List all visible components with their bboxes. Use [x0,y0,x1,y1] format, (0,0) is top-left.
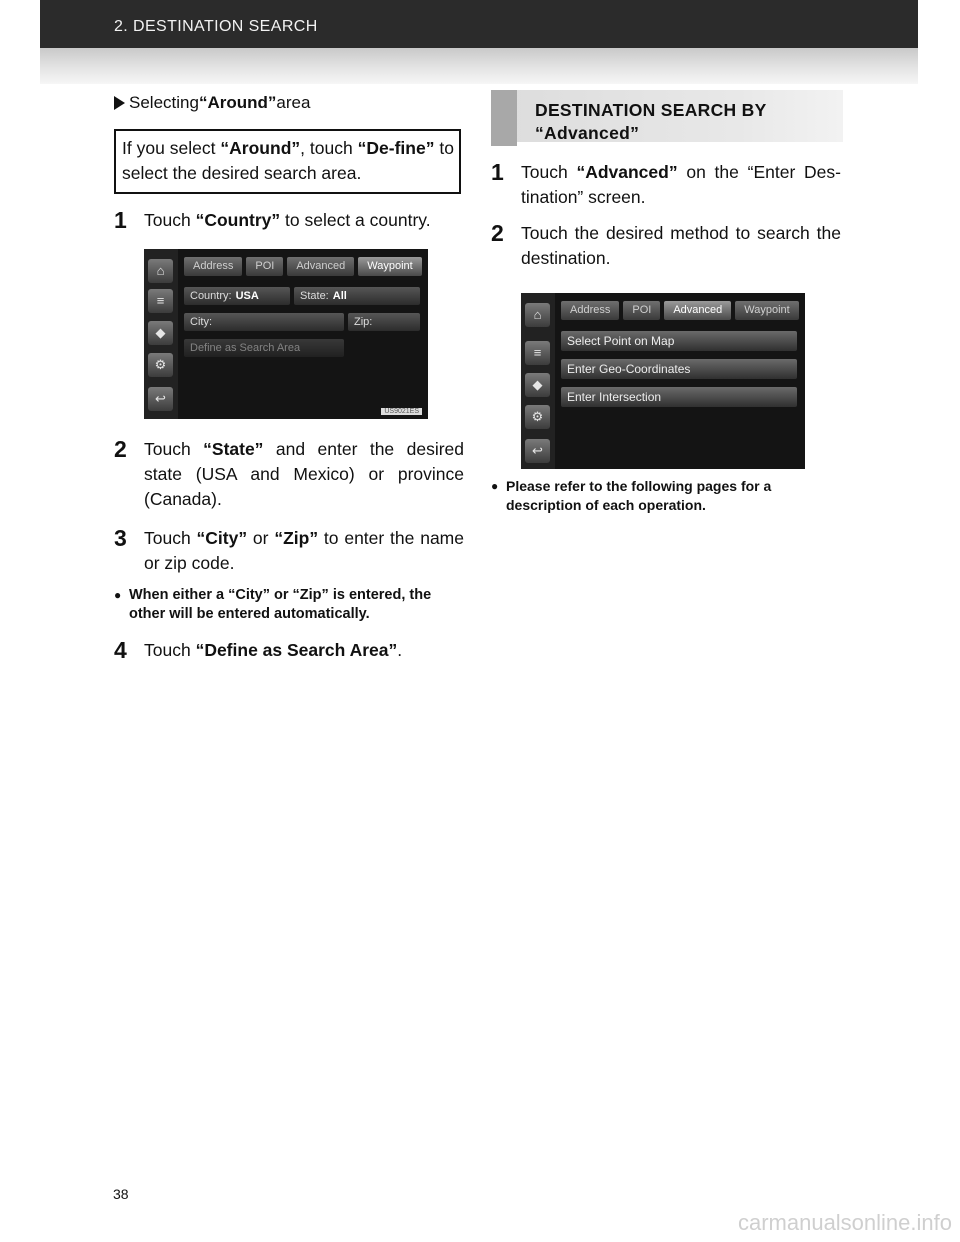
destination-icon[interactable]: ⌂ [525,303,550,327]
search-tabs [184,257,422,276]
settings-icon[interactable]: ⚙ [148,353,173,377]
tab-waypoint[interactable]: Waypoint [358,257,421,276]
list-icon[interactable]: ≡ [148,289,173,313]
step-2-method: 2 Touch the desired method to search the destination. [491,220,841,268]
note-bullet-refer: ● Please refer to the following pages for a description of each operation. [491,478,772,513]
tab-address[interactable]: Address [561,301,619,320]
search-tabs [561,301,799,320]
city-button[interactable]: City: [184,313,344,331]
tab-poi[interactable]: POI [246,257,283,276]
section-heading-advanced: DESTINATION SEARCH BY “Advanced” [491,90,843,142]
list-icon[interactable]: ≡ [525,341,550,365]
tab-poi[interactable]: POI [623,301,660,320]
tab-advanced[interactable]: Advanced [664,301,731,320]
enter-intersection-button[interactable]: Enter Intersection [561,387,797,407]
side-icon-strip [521,293,555,469]
sub-heading: Selecting “Around” area [114,93,464,113]
page-number: 38 [113,1186,129,1202]
triangle-bullet-icon [114,96,125,110]
back-arrow-icon[interactable]: ↩ [148,387,173,411]
left-column [114,90,464,663]
select-point-on-map-button[interactable]: Select Point on Map [561,331,797,351]
settings-icon[interactable]: ⚙ [525,405,550,429]
note-bullet-city-zip: ● When either a “City” or “Zip” is entered, the other will be entered automatically. [114,587,432,622]
section-title: 2. DESTINATION SEARCH [114,18,318,35]
enter-geo-coordinates-button[interactable]: Enter Geo-Coordinates [561,359,797,379]
info-note-box: If you select “Around”, touch “De-fine” to select the desired search area. [114,129,461,194]
header-gradient-band [40,48,918,84]
map-pin-icon[interactable]: ◆ [148,321,173,345]
define-search-area-button[interactable]: Define as Search Area [184,339,344,357]
step-3-city-zip: 3 Touch “City” or “Zip” to enter the name or zip code. [114,525,464,573]
step-4-define: 4 Touch “Define as Search Area”. [114,637,403,663]
step-1-advanced: 1 Touch “Advanced” on the “Enter Des-tination” screen. [491,159,841,207]
back-arrow-icon[interactable]: ↩ [525,439,550,463]
bullet-dot-icon: ● [114,588,122,602]
heading-accent-bar [491,90,517,146]
header-bar [40,0,918,48]
bullet-dot-icon: ● [491,479,499,493]
zip-button[interactable]: Zip: [348,313,420,331]
tab-waypoint[interactable]: Waypoint [735,301,798,320]
side-icon-strip [144,249,178,419]
screenshot-around-area [144,249,428,419]
right-column [491,90,841,515]
step-1-country: 1 Touch “Country” to select a country. [114,207,431,233]
image-code: US9021ES [381,408,422,415]
screenshot-advanced-menu [521,293,805,469]
destination-icon[interactable]: ⌂ [148,259,173,283]
state-button[interactable]: State: All [294,287,420,305]
watermark: carmanualsonline.info [737,1210,952,1235]
tab-advanced[interactable]: Advanced [287,257,354,276]
map-pin-icon[interactable]: ◆ [525,373,550,397]
country-button[interactable]: Country: USA [184,287,290,305]
step-2-state: 2 Touch “State” and enter the desired state (USA and Mexico) or province (Canada). [114,436,464,509]
tab-address[interactable]: Address [184,257,242,276]
